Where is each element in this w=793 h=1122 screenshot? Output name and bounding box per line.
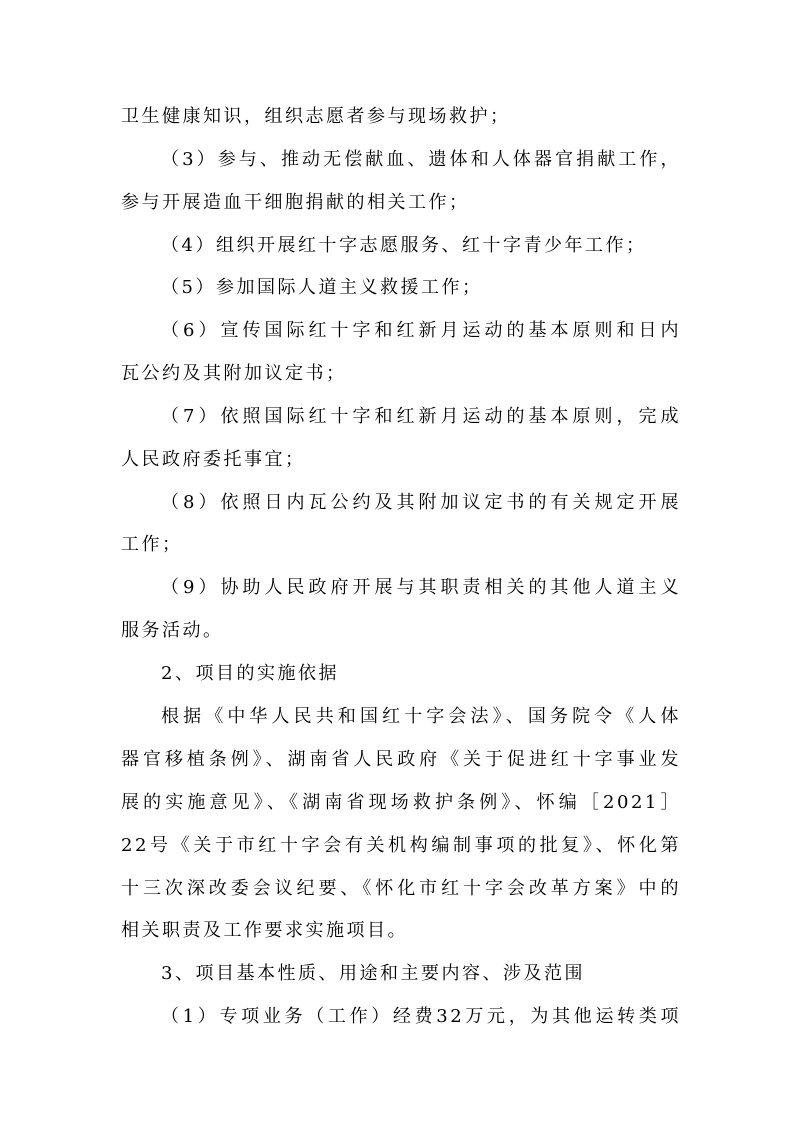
text-line: 相关职责及工作要求实施项目。 bbox=[121, 920, 408, 941]
text-line: 器官移植条例》、湖南省人民政府《关于促进红十字事业发 bbox=[121, 749, 681, 770]
text-line: 人民政府委托事宜； bbox=[121, 449, 306, 470]
text-line: 参与开展造血干细胞捐献的相关工作； bbox=[121, 192, 470, 213]
text-line: （1）专项业务（工作）经费32万元，为其他运转类项 bbox=[161, 1006, 681, 1027]
section-heading: 3、项目基本性质、用途和主要内容、涉及范围 bbox=[161, 963, 585, 984]
text-line: 服务活动。 bbox=[121, 620, 224, 641]
text-line: 卫生健康知识，组织志愿者参与现场救护； bbox=[121, 106, 511, 127]
text-line: 工作； bbox=[121, 534, 183, 555]
text-line: （3）参与、推动无偿献血、遗体和人体器官捐献工作， bbox=[161, 149, 681, 170]
text-line: （9）协助人民政府开展与其职责相关的其他人道主义 bbox=[161, 577, 681, 598]
text-line: 根据《中华人民共和国红十字会法》、国务院令《人体 bbox=[161, 706, 681, 727]
text-line: 瓦公约及其附加议定书； bbox=[121, 363, 347, 384]
text-line: （8）依照日内瓦公约及其附加议定书的有关规定开展 bbox=[161, 492, 681, 513]
text-line: 22号《关于市红十字会有关机构编制事项的批复》、怀化第 bbox=[121, 835, 681, 856]
section-heading: 2、项目的实施依据 bbox=[161, 663, 339, 684]
text-line: （5）参加国际人道主义救援工作； bbox=[161, 277, 483, 298]
text-line: 十三次深改委会议纪要、《怀化市红十字会改革方案》中的 bbox=[121, 878, 681, 899]
text-line: （4）组织开展红十字志愿服务、红十字青少年工作； bbox=[161, 235, 647, 256]
text-line: （7）依照国际红十字和红新月运动的基本原则，完成 bbox=[161, 406, 681, 427]
text-line: （6）宣传国际红十字和红新月运动的基本原则和日内 bbox=[161, 320, 681, 341]
text-line: 展的实施意见》、《湖南省现场救护条例》、怀编［2021］ bbox=[121, 792, 681, 813]
